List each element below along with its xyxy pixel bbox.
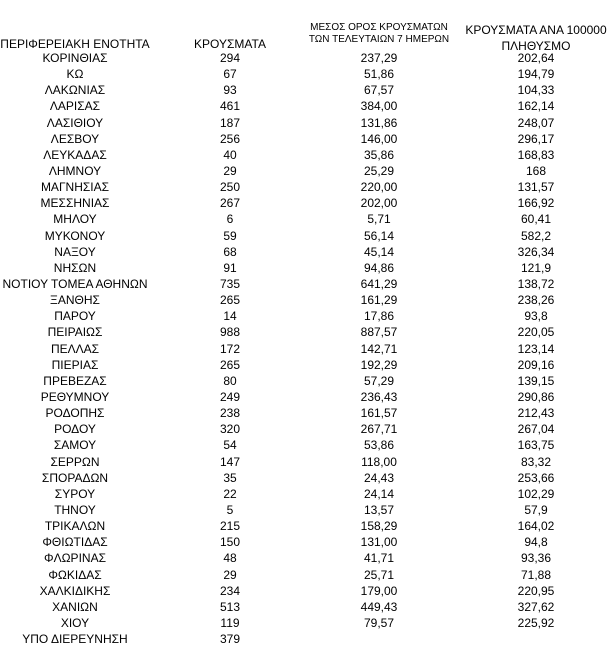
- cell-cases-per-100k: 71,88: [520, 567, 552, 582]
- cell-cases: 513: [219, 599, 241, 614]
- table-row: [0, 147, 614, 163]
- table-row: [0, 405, 614, 421]
- cell-cases: 80: [223, 373, 237, 388]
- cell-avg-7-days: 25,71: [363, 567, 395, 582]
- cell-cases-per-100k: 123,14: [517, 341, 555, 356]
- cell-cases-per-100k: 139,15: [517, 373, 555, 388]
- cell-region: ΧΙΟΥ: [60, 615, 90, 630]
- cell-cases: 14: [223, 309, 237, 324]
- cell-region: ΧΑΛΚΙΔΙΚΗΣ: [39, 583, 111, 598]
- cell-cases: 147: [219, 454, 241, 469]
- table-row: [0, 550, 614, 566]
- cell-cases-per-100k: 202,64: [517, 51, 555, 65]
- cell-avg-7-days: 51,86: [363, 67, 395, 82]
- cell-region: ΛΑΣΙΘΙΟΥ: [46, 115, 104, 130]
- cell-cases: 267: [219, 196, 241, 211]
- cell-region: ΛΑΡΙΣΑΣ: [49, 99, 101, 114]
- table-row: [0, 631, 614, 647]
- cell-cases: 238: [219, 406, 241, 421]
- cell-cases: 250: [219, 180, 241, 195]
- table-row: [0, 115, 614, 131]
- cell-cases-per-100k: 209,16: [517, 357, 555, 372]
- cell-cases-per-100k: 326,34: [517, 244, 555, 259]
- cell-avg-7-days: 449,43: [360, 599, 398, 614]
- cell-cases-per-100k: 166,92: [517, 196, 555, 211]
- table-row: [0, 228, 614, 244]
- table-row: [0, 195, 614, 211]
- cell-cases-per-100k: 57,9: [524, 502, 548, 517]
- cell-avg-7-days: 67,57: [363, 83, 395, 98]
- table-row: [0, 179, 614, 195]
- cell-region: ΥΠΟ ΔΙΕΡΕΥΝΗΣΗ: [22, 632, 128, 647]
- cell-region: ΤΗΝΟΥ: [54, 502, 96, 517]
- cell-cases: 93: [223, 83, 237, 98]
- cell-avg-7-days: 202,00: [360, 196, 398, 211]
- cell-cases: 59: [223, 228, 237, 243]
- cell-region: ΞΑΝΘΗΣ: [50, 293, 100, 308]
- cell-avg-7-days: 384,00: [360, 99, 398, 114]
- table-row: [0, 98, 614, 114]
- cell-avg-7-days: 161,57: [360, 406, 398, 421]
- cell-avg-7-days: 94,86: [363, 260, 395, 275]
- cell-cases-per-100k: 327,62: [517, 599, 555, 614]
- cell-cases: 320: [219, 422, 241, 437]
- cell-avg-7-days: 641,29: [360, 276, 398, 291]
- cell-avg-7-days: 41,71: [363, 551, 395, 566]
- header-cases-per-100k: ΚΡΟΥΣΜΑΤΑ ΑΝΑ 100000 ΠΛΗΘΥΣΜΟ: [465, 23, 607, 53]
- cell-avg-7-days: 45,14: [363, 244, 395, 259]
- table-row: [0, 502, 614, 518]
- cell-cases: 5: [226, 502, 234, 517]
- cell-cases: 29: [223, 567, 237, 582]
- cell-region: ΜΗΛΟΥ: [53, 212, 97, 227]
- table-row: [0, 50, 614, 66]
- cell-cases-per-100k: 582,2: [520, 228, 552, 243]
- cell-cases-per-100k: 194,79: [517, 67, 555, 82]
- cell-cases: 22: [223, 486, 237, 501]
- cell-cases-per-100k: 60,41: [520, 212, 552, 227]
- cell-cases-per-100k: 290,86: [517, 389, 555, 404]
- cell-region: ΡΕΘΥΜΝΟΥ: [40, 389, 110, 404]
- table-row: [0, 599, 614, 615]
- cell-region: ΜΕΣΣΗΝΙΑΣ: [40, 196, 110, 211]
- header-cases: ΚΡΟΥΣΜΑΤΑ: [194, 37, 266, 51]
- cell-cases-per-100k: 138,72: [517, 276, 555, 291]
- cell-avg-7-days: 56,14: [363, 228, 395, 243]
- cell-region: ΠΙΕΡΙΑΣ: [51, 357, 99, 372]
- cell-region: ΛΕΣΒΟΥ: [50, 131, 100, 146]
- cell-avg-7-days: 13,57: [363, 502, 395, 517]
- cell-cases: 256: [219, 131, 241, 146]
- cell-region: ΚΟΡΙΝΘΙΑΣ: [42, 51, 108, 65]
- cell-avg-7-days: 57,29: [363, 373, 395, 388]
- cell-avg-7-days: 25,29: [363, 163, 395, 178]
- cell-cases-per-100k: 220,95: [517, 583, 555, 598]
- cell-region: ΝΟΤΙΟΥ ΤΟΜΕΑ ΑΘΗΝΩΝ: [2, 276, 148, 291]
- cell-region: ΡΟΔΟΠΗΣ: [45, 406, 105, 421]
- cell-cases-per-100k: 164,02: [517, 519, 555, 534]
- cell-cases-per-100k: 93,8: [524, 309, 548, 324]
- cell-cases: 40: [223, 147, 237, 162]
- table-row: [0, 324, 614, 340]
- cell-cases-per-100k: 225,92: [517, 615, 555, 630]
- cell-avg-7-days: 146,00: [360, 131, 398, 146]
- cell-avg-7-days: 24,14: [363, 486, 395, 501]
- cell-cases: 150: [219, 535, 241, 550]
- cell-avg-7-days: 158,29: [360, 519, 398, 534]
- cell-avg-7-days: 142,71: [360, 341, 398, 356]
- cell-cases-per-100k: 253,66: [517, 470, 555, 485]
- cell-avg-7-days: 131,86: [360, 115, 398, 130]
- cell-cases: 68: [223, 244, 237, 259]
- cell-region: ΜΥΚΟΝΟΥ: [44, 228, 106, 243]
- cell-avg-7-days: 24,43: [363, 470, 395, 485]
- cell-region: ΠΑΡΟΥ: [54, 309, 96, 324]
- cell-region: ΦΛΩΡΙΝΑΣ: [44, 551, 106, 566]
- cell-region: ΣΕΡΡΩΝ: [50, 454, 100, 469]
- table-row: [0, 66, 614, 82]
- cell-avg-7-days: 17,86: [363, 309, 395, 324]
- cell-region: ΝΑΞΟΥ: [54, 244, 96, 259]
- cell-cases: 67: [223, 67, 237, 82]
- cell-avg-7-days: 118,00: [361, 454, 397, 469]
- table-row: [0, 244, 614, 260]
- table-row: [0, 518, 614, 534]
- table-row: [0, 308, 614, 324]
- cell-region: ΣΑΜΟΥ: [53, 438, 97, 453]
- cell-cases: 379: [219, 632, 241, 647]
- table-row: [0, 260, 614, 276]
- cell-cases: 249: [219, 389, 241, 404]
- cell-cases-per-100k: 168,83: [517, 147, 555, 162]
- cell-cases: 172: [219, 341, 241, 356]
- cell-cases: 54: [223, 438, 237, 453]
- cell-avg-7-days: 192,29: [360, 357, 398, 372]
- cell-avg-7-days: 5,71: [367, 212, 391, 227]
- cell-cases-per-100k: 131,57: [517, 180, 555, 195]
- cell-cases-per-100k: 238,26: [517, 293, 555, 308]
- cell-avg-7-days: 236,43: [360, 389, 398, 404]
- cell-avg-7-days: 35,86: [363, 147, 395, 162]
- cell-cases-per-100k: 168: [525, 163, 547, 178]
- table-row: [0, 341, 614, 357]
- cell-region: ΛΕΥΚΑΔΑΣ: [43, 147, 107, 162]
- table-row: [0, 131, 614, 147]
- cell-cases: 461: [219, 99, 241, 114]
- cell-region: ΦΘΙΩΤΙΔΑΣ: [42, 535, 108, 550]
- cell-cases-per-100k: 220,05: [517, 325, 555, 340]
- cell-cases: 187: [219, 115, 241, 130]
- table-row: [0, 615, 614, 631]
- cell-region: ΠΕΛΛΑΣ: [50, 341, 100, 356]
- cell-avg-7-days: 79,57: [363, 615, 395, 630]
- cell-region: ΦΩΚΙΔΑΣ: [48, 567, 102, 582]
- cell-region: ΛΑΚΩΝΙΑΣ: [44, 83, 106, 98]
- cell-cases: 265: [219, 293, 241, 308]
- table-row: [0, 486, 614, 502]
- table-row: [0, 211, 614, 227]
- cell-cases: 48: [223, 551, 237, 566]
- cell-avg-7-days: 53,86: [363, 438, 395, 453]
- cell-region: ΧΑΝΙΩΝ: [52, 599, 98, 614]
- table-row: [0, 389, 614, 405]
- cell-avg-7-days: 161,29: [360, 293, 398, 308]
- cell-region: ΠΡΕΒΕΖΑΣ: [43, 373, 107, 388]
- cell-cases: 35: [223, 470, 237, 485]
- header-region: ΠΕΡΙΦΕΡΕΙΑΚΗ ΕΝΟΤΗΤΑ: [0, 37, 150, 51]
- table-row: [0, 583, 614, 599]
- cell-region: ΣΠΟΡΑΔΩΝ: [41, 470, 109, 485]
- cell-cases: 234: [219, 583, 241, 598]
- cell-cases-per-100k: 163,75: [517, 438, 555, 453]
- cell-cases-per-100k: 104,33: [517, 83, 555, 98]
- cell-avg-7-days: 179,00: [360, 583, 398, 598]
- cell-region: ΛΗΜΝΟΥ: [48, 163, 102, 178]
- table-row: [0, 437, 614, 453]
- cell-region: ΚΩ: [66, 67, 84, 82]
- cell-cases: 735: [219, 276, 241, 291]
- table-row: [0, 567, 614, 583]
- table-header: [0, 0, 614, 53]
- table-row: [0, 357, 614, 373]
- cell-avg-7-days: 220,00: [360, 180, 398, 195]
- cell-cases-per-100k: 296,17: [517, 131, 555, 146]
- cell-region: ΝΗΣΩΝ: [53, 260, 97, 275]
- cell-cases-per-100k: 162,14: [517, 99, 555, 114]
- cell-cases-per-100k: 248,07: [517, 115, 555, 130]
- cell-region: ΤΡΙΚΑΛΩΝ: [44, 519, 106, 534]
- cell-cases-per-100k: 83,32: [520, 454, 552, 469]
- table-row: [0, 292, 614, 308]
- table-row: [0, 276, 614, 292]
- cell-region: ΣΥΡΟΥ: [54, 486, 96, 501]
- cell-cases: 265: [219, 357, 241, 372]
- table-row: [0, 163, 614, 179]
- header-avg-7-days: ΜΕΣΟΣ ΟΡΟΣ ΚΡΟΥΣΜΑΤΩΝ ΤΩΝ ΤΕΛΕΥΤΑΙΩΝ 7 ΗΜΕΡΩΝ: [308, 22, 450, 45]
- cell-region: ΠΕΙΡΑΙΩΣ: [47, 325, 103, 340]
- table-row: [0, 82, 614, 98]
- cell-region: ΜΑΓΝΗΣΙΑΣ: [40, 180, 110, 195]
- table-row: [0, 421, 614, 437]
- cell-cases-per-100k: 212,43: [517, 406, 555, 421]
- cell-avg-7-days: 237,29: [360, 51, 398, 65]
- cell-avg-7-days: 887,57: [360, 325, 398, 340]
- table-row: [0, 534, 614, 550]
- cell-cases-per-100k: 121,9: [520, 260, 552, 275]
- table-body: [0, 50, 614, 647]
- cell-cases: 6: [226, 212, 234, 227]
- table-row: [0, 470, 614, 486]
- cell-cases-per-100k: 93,36: [520, 551, 552, 566]
- cell-avg-7-days: 267,71: [360, 422, 398, 437]
- cell-avg-7-days: 131,00: [360, 535, 398, 550]
- cell-cases-per-100k: 102,29: [517, 486, 555, 501]
- cell-cases: 91: [223, 260, 237, 275]
- cell-cases-per-100k: 94,8: [524, 535, 548, 550]
- table-row: [0, 373, 614, 389]
- cell-region: ΡΟΔΟΥ: [54, 422, 96, 437]
- cell-cases: 29: [223, 163, 237, 178]
- cell-cases: 119: [220, 615, 240, 630]
- cell-cases-per-100k: 267,04: [517, 422, 555, 437]
- cell-cases: 215: [219, 519, 241, 534]
- cell-cases: 988: [219, 325, 241, 340]
- table-row: [0, 454, 614, 470]
- cell-cases: 294: [219, 51, 241, 65]
